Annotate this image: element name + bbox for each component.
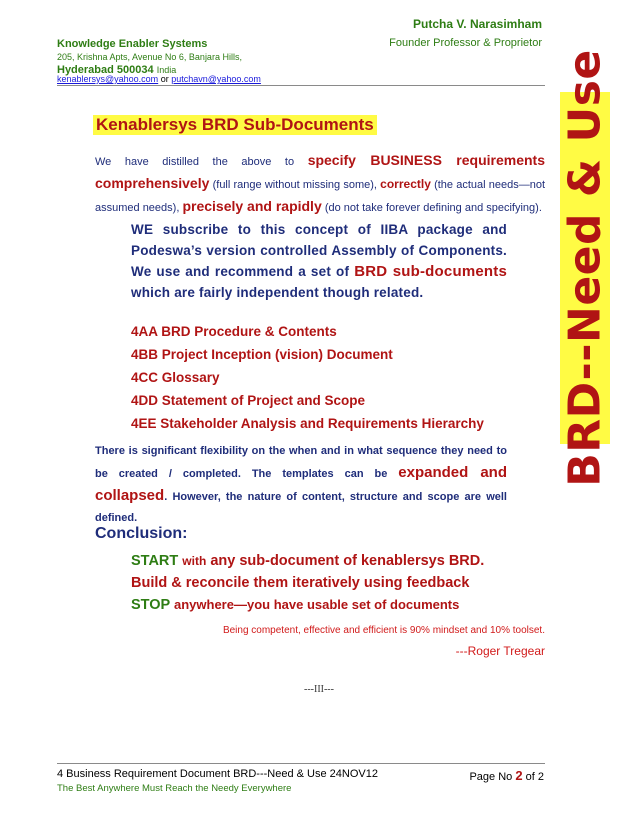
side-banner — [559, 49, 611, 487]
start-text: any sub-document of kenablersys BRD. — [210, 553, 485, 569]
company-name: Knowledge Enabler Systems — [57, 38, 208, 50]
conclusion-list — [131, 550, 484, 616]
page-number-suffix: of 2 — [525, 771, 544, 783]
flexibility-paragraph — [95, 441, 507, 529]
footer-divider — [57, 763, 545, 764]
footer-document-title: 4 Business Requirement Document BRD---Need & Use 24NOV12 — [57, 768, 378, 780]
start-connector: with — [182, 554, 207, 568]
header-divider — [57, 85, 545, 86]
intro-text-3: (full range without missing some), — [212, 179, 377, 191]
intro-text-1: We have distilled the above to — [95, 156, 295, 168]
side-banner-text: BRD--Need & Use — [559, 49, 611, 487]
conclusion-line-build: Build & reconcile them iteratively using feedback — [131, 575, 470, 591]
section-separator: ---III--- — [304, 684, 334, 695]
start-keyword: START — [131, 553, 179, 569]
conclusion-line-stop — [131, 594, 484, 616]
intro-paragraph — [95, 150, 545, 219]
email-line — [57, 74, 261, 84]
email-separator: or — [160, 74, 169, 84]
intro-text-6: precisely and rapidly — [182, 198, 322, 214]
author-role: Founder Professor & Proprietor — [389, 37, 542, 49]
conclusion-heading: Conclusion: — [95, 525, 188, 542]
email-link-secondary[interactable]: putchavn@yahoo.com — [171, 74, 261, 84]
subscribe-paragraph — [131, 219, 507, 303]
intro-text-5: (the actual needs—not assumed needs), — [95, 179, 546, 214]
subscribe-text-3: which are fairly independent though related. — [131, 285, 424, 300]
page-number — [469, 768, 544, 783]
conclusion-line-start — [131, 550, 484, 572]
footer-tagline: The Best Anywhere Must Reach the Needy Everywhere — [57, 783, 292, 794]
list-item: 4EE Stakeholder Analysis and Requirements Hierarchy — [131, 416, 484, 431]
subscribe-text-1: WE subscribe to this concept of IIBA package and Podeswa’s version controlled Assembly of Components. We use and recommend a set of — [131, 222, 507, 279]
page-number-current: 2 — [515, 768, 523, 783]
page-title: Kenablersys BRD Sub-Documents — [93, 115, 377, 135]
quote-author: ---Roger Tregear — [455, 644, 545, 658]
country-name: India — [156, 65, 177, 75]
city-name: Hyderabad 500034 — [57, 64, 154, 76]
document-list — [131, 320, 484, 435]
list-item: 4CC Glossary — [131, 370, 220, 385]
company-address: 205, Krishna Apts, Avenue No 6, Banjara Hills, — [57, 52, 242, 62]
flexibility-text-1: There is significant flexibility on the when and in what sequence they need to be created / completed. The templates can be — [95, 445, 507, 480]
intro-text-7: (do not take forever defining and specifying). — [324, 202, 542, 214]
flexibility-text-3: . However, the nature of content, structure and scope are well defined. — [95, 491, 507, 524]
stop-keyword: STOP — [131, 597, 170, 613]
intro-text-2: specify BUSINESS requirements comprehensively — [95, 152, 546, 191]
page-number-prefix: Page No — [469, 771, 513, 783]
flexibility-text-2: expanded and collapsed — [95, 464, 507, 504]
intro-text-4: correctly — [380, 177, 431, 191]
quote-text: Being competent, effective and efficient is 90% mindset and 10% toolset. — [222, 625, 545, 636]
list-item: 4BB Project Inception (vision) Document — [131, 347, 393, 362]
subscribe-text-2: BRD sub-documents — [354, 263, 507, 280]
stop-text: anywhere—you have usable set of documents — [174, 597, 460, 612]
list-item: 4AA BRD Procedure & Contents — [131, 324, 337, 339]
list-item: 4DD Statement of Project and Scope — [131, 393, 366, 408]
author-name: Putcha V. Narasimham — [413, 17, 542, 31]
email-link-primary[interactable]: kenablersys@yahoo.com — [57, 74, 159, 84]
